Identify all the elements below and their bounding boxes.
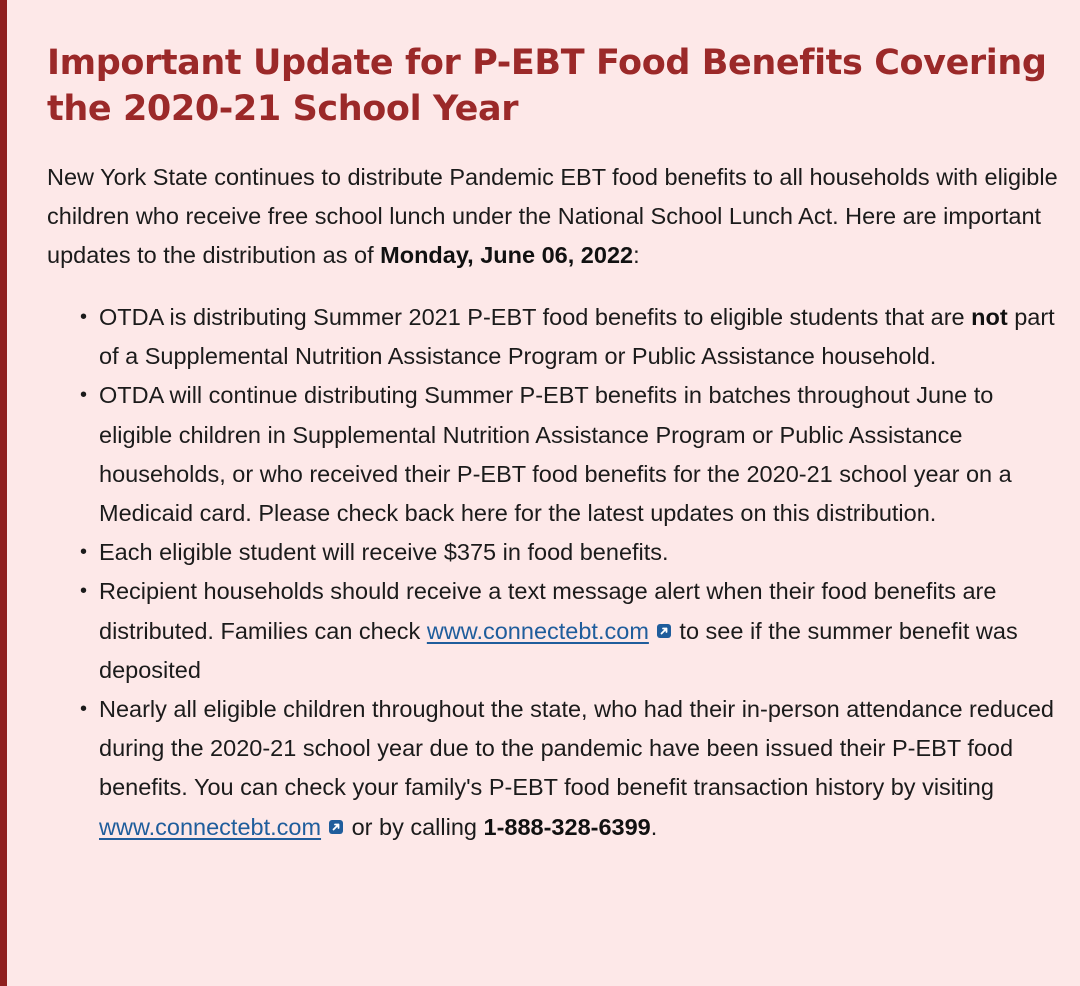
item-text: .: [650, 813, 658, 840]
list-item: [80, 572, 1067, 690]
item-text: to see if the summer benefit was deposited: [99, 617, 1018, 683]
item-text: Each eligible student will receive $375 in food benefits.: [99, 539, 669, 566]
bullet: •: [80, 306, 88, 328]
item-text: Nearly all eligible children throughout the state, who had their in-person attendance reduced during the 2020-21 school year due to the pandemic have been issued their P-EBT food benefits. You can check your family's P-EBT food benefit transaction history by visiting: [99, 696, 1054, 801]
list-item: [80, 690, 1067, 847]
external-link-icon[interactable]: [329, 820, 343, 834]
item-text: or by calling: [345, 813, 484, 840]
intro-text: New York State continues to distribute Pandemic EBT food benefits to all households with eligible children who receive free school lunch under the National School Lunch Act. Here are important updates to the distribution as of: [47, 164, 1058, 268]
item-text: OTDA will continue distributing Summer P-EBT benefits in batches throughout June to eligible children in Supplemental Nutrition Assistance Program or Public Assistance households, or who received their P-EBT food benefits for the 2020-21 school year on a Medicaid card. Please check back here for the latest updates on this distribution.: [99, 382, 1012, 527]
item-text: OTDA is distributing Summer 2021 P-EBT food benefits to eligible students that are: [99, 304, 972, 330]
list-item: [80, 298, 1067, 376]
item-emphasis: not: [971, 304, 1008, 330]
intro-colon: :: [633, 242, 640, 268]
updates-list: [47, 298, 1067, 847]
phone-number: 1-888-328-6399: [483, 813, 651, 840]
connectebt-link[interactable]: www.connectebt.com: [426, 617, 649, 644]
item-text: Recipient households should receive a text message alert when their food benefits are distributed. Families can check: [99, 578, 997, 644]
update-date: Monday, June 06, 2022: [380, 242, 634, 268]
bullet: •: [80, 580, 88, 603]
alert-panel: [47, 40, 1067, 847]
external-link-icon[interactable]: [657, 624, 671, 638]
left-accent-bar: [0, 0, 7, 986]
list-item: [80, 533, 1067, 572]
bullet: •: [80, 698, 88, 721]
list-item: [80, 376, 1067, 533]
bullet: •: [80, 541, 88, 564]
bullet: •: [80, 384, 88, 407]
intro-paragraph: [47, 158, 1067, 275]
page-title: Important Update for P-EBT Food Benefits Covering the 2020-21 School Year: [47, 43, 1047, 129]
connectebt-link[interactable]: www.connectebt.com: [99, 813, 322, 840]
item-text: part of a Supplemental Nutrition Assistance Program or Public Assistance household.: [99, 304, 1055, 370]
